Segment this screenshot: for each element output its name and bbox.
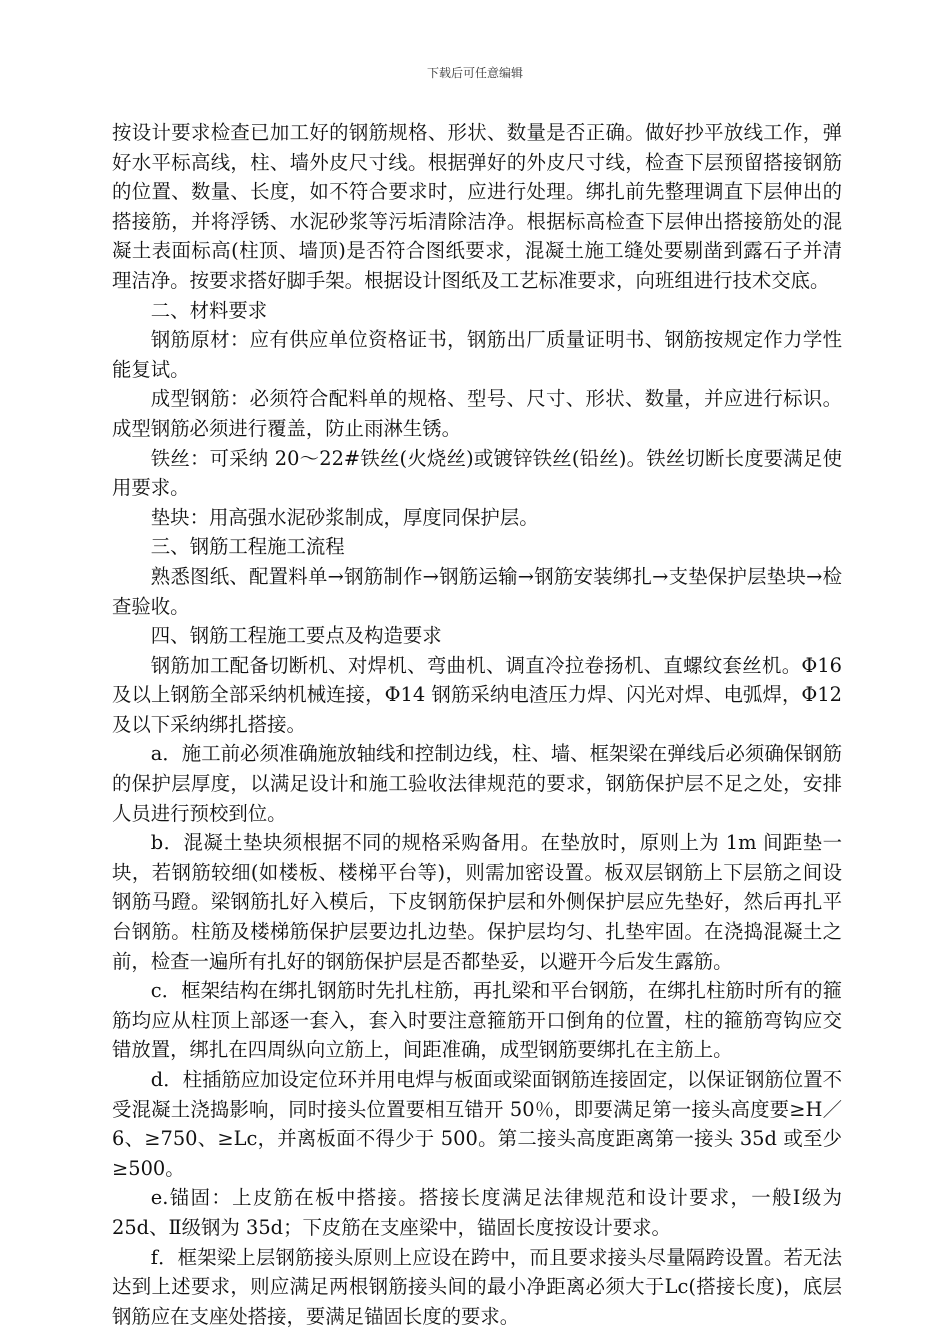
section-heading-materials: 二、材料要求 <box>150 298 268 322</box>
page-header: 下载后可任意编辑 <box>426 66 523 80</box>
paragraph-formed-steel: 成型钢筋：必须符合配料单的规格、型号、尺寸、形状、数量，并应进行标识。成型钢筋必须进行覆盖，防止雨淋生锈。 <box>112 387 842 440</box>
paragraph-wire: 铁丝：可采纳 20～22#铁丝(火烧丝)或镀锌铁丝(铅丝)。铁丝切断长度要满足使用要求。 <box>112 446 842 500</box>
section-heading-process: 三、钢筋工程施工流程 <box>150 535 345 559</box>
paragraph-equipment: 钢筋加工配备切断机、对焊机、弯曲机、调直冷拉卷扬机、直螺纹套丝机。Φ16 及以上钢筋全部采纳机械连接，Φ14 钢筋采纳电渣压力焊、闪光对焊、电弧焊，Φ12 及以下采纳绑扎搭接。 <box>112 653 842 736</box>
document-body <box>112 118 842 1331</box>
section-heading-key-points: 四、钢筋工程施工要点及构造要求 <box>150 624 442 648</box>
paragraph-item-a: a．施工前必须准确施放轴线和控制边线，柱、墙、框架梁在弹线后必须确保钢筋的保护层厚度，以满足设计和施工验收法律规范的要求，钢筋保护层不足之处，安排人员进行预校到位。 <box>112 742 842 825</box>
paragraph-item-e: e.锚固：上皮筋在板中搭接。搭接长度满足法律规范和设计要求，一般Ⅰ级为 25d、Ⅱ级钢为 35d；下皮筋在支座梁中，锚固长度按设计要求。 <box>112 1186 842 1239</box>
paragraph-raw-steel: 钢筋原材：应有供应单位资格证书，钢筋出厂质量证明书、钢筋按规定作力学性能复试。 <box>112 328 842 381</box>
paragraph-preparation: 按设计要求检查已加工好的钢筋规格、形状、数量是否正确。做好抄平放线工作，弹好水平标高线，柱、墙外皮尺寸线。根据弹好的外皮尺寸线，检查下层预留搭接钢筋的位置、数量、长度，如不符合要求时，应进行处理。绑扎前先整理调直下层伸出的搭接筋，并将浮锈、水泥砂浆等污垢清除洁净。根据标高检查下层伸出搭接筋处的混凝土表面标高(柱顶、墙顶)是否符合图纸要求，混凝土施工缝处要剔凿到露石子并清理洁净。按要求搭好脚手架。根据设计图纸及工艺标准要求，向班组进行技术交底。 <box>112 121 842 292</box>
paragraph-item-b: b．混凝土垫块须根据不同的规格采购备用。在垫放时，原则上为 1m 间距垫一块，若钢筋较细(如楼板、楼梯平台等)，则需加密设置。板双层钢筋上下层筋之间设钢筋马蹬。梁钢筋扎好入模后，下皮钢筋保护层和外侧保护层应先垫好，然后再扎平台钢筋。柱筋及楼梯筋保护层要边扎边垫。保护层均匀、扎垫牢固。在浇捣混凝土之前，检查一遍所有扎好的钢筋保护层是否都垫妥，以避开今后发生露筋。 <box>112 831 842 973</box>
paragraph-item-c: c．框架结构在绑扎钢筋时先扎柱筋，再扎梁和平台钢筋，在绑扎柱筋时所有的箍筋均应从柱顶上部逐一套入，套入时要注意箍筋开口倒角的位置，柱的箍筋弯钩应交错放置，绑扎在四周纵向立筋上，间距准确，成型钢筋要绑扎在主筋上。 <box>112 979 842 1062</box>
paragraph-item-f: f．框架梁上层钢筋接头原则上应设在跨中，而且要求接头尽量隔跨设置。若无法达到上述要求，则应满足两根钢筋接头间的最小净距离必须大于Lc(搭接长度)，底层钢筋应在支座处搭接，要满足锚固长度的要求。 <box>112 1245 842 1328</box>
paragraph-item-d: d．柱插筋应加设定位环并用电焊与板面或梁面钢筋连接固定，以保证钢筋位置不受混凝土浇捣影响，同时接头位置要相互错开 50％，即要满足第一接头高度要≥H／6、≥750、≥Lc，并离板面不得少于 500。第二接头高度距离第一接头 35d 或至少≥500。 <box>112 1068 842 1180</box>
paragraph-process-flow: 熟悉图纸、配置料单→钢筋制作→钢筋运输→钢筋安装绑扎→支垫保护层垫块→检查验收。 <box>112 564 842 618</box>
paragraph-spacer-blocks: 垫块：用高强水泥砂浆制成，厚度同保护层。 <box>150 505 539 529</box>
